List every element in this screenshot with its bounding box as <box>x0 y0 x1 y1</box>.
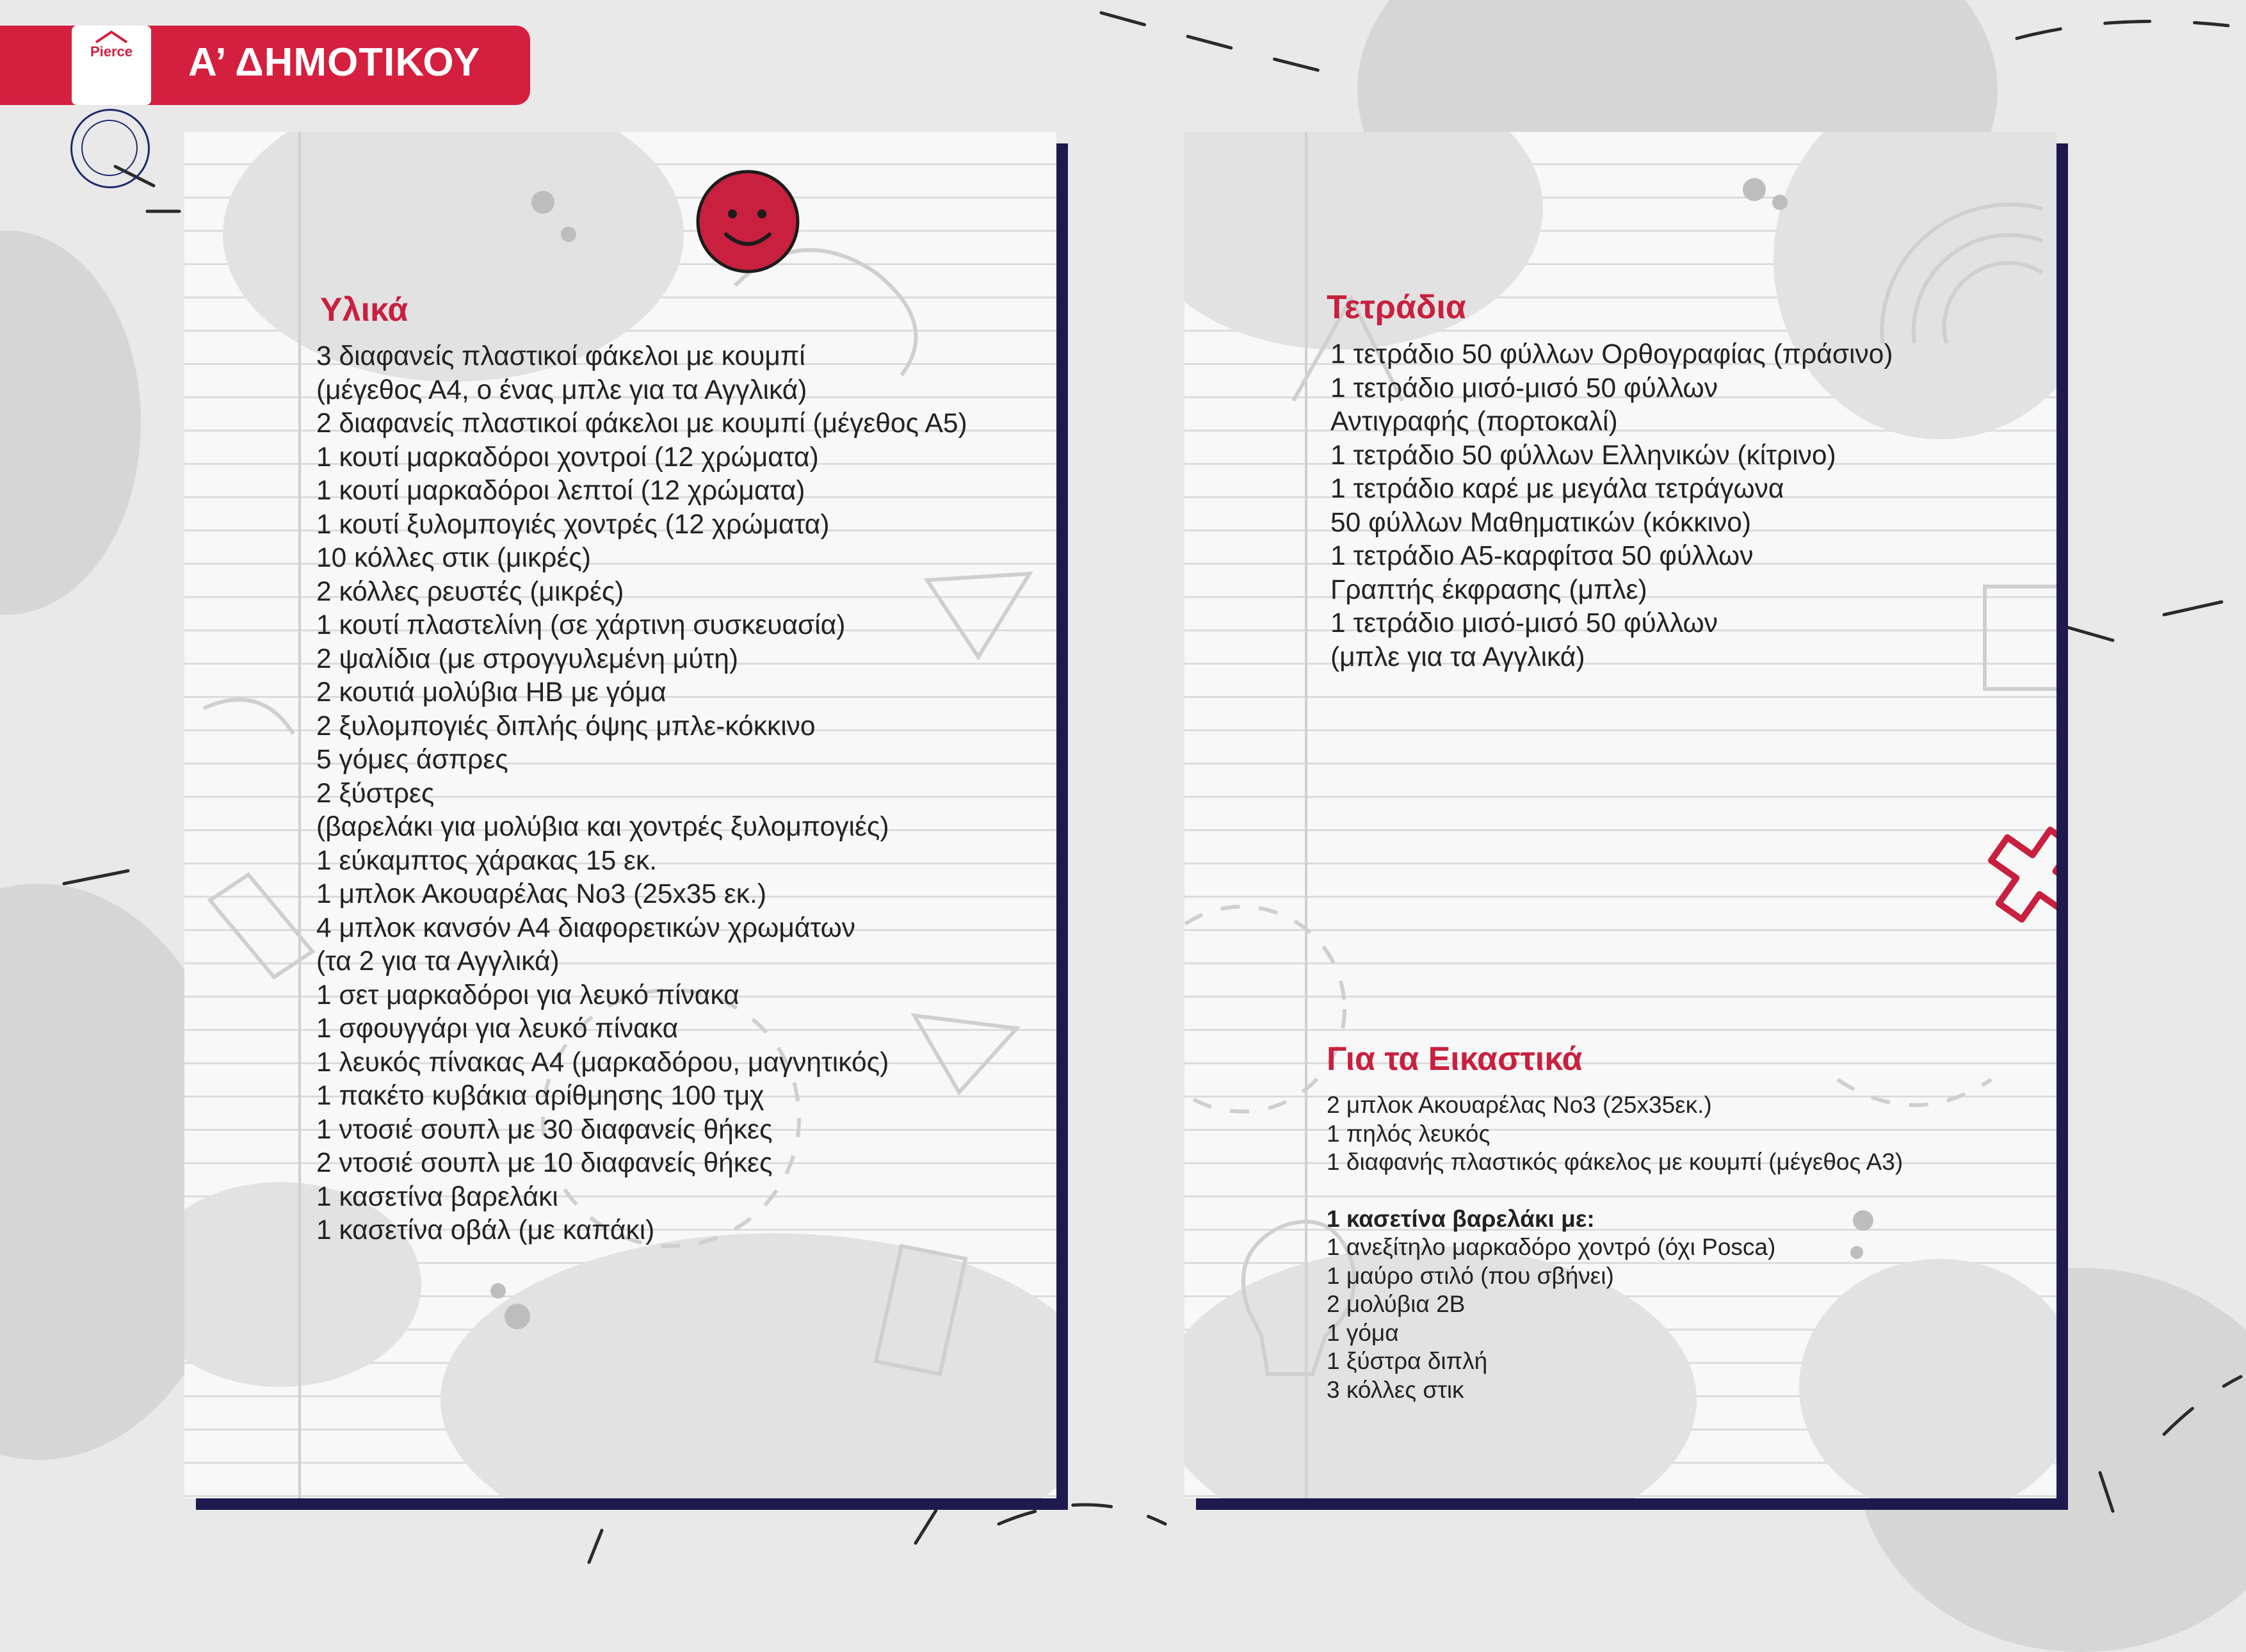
arts-list <box>1327 1091 1903 1404</box>
list-item: 1 τετράδιο μισό-μισό 50 φύλλων <box>1330 373 1718 403</box>
list-item: 1 διαφανής πλαστικός φάκελος με κουμπί (μέγεθος Α3) <box>1327 1149 1903 1175</box>
paper-margin-line <box>1305 132 1307 1498</box>
arts-title: Για τα Εικαστικά <box>1327 1041 1583 1078</box>
smiley-face-icon <box>690 164 805 279</box>
page-title: Α’ ΔΗΜΟΤΙΚΟΥ <box>188 40 481 85</box>
list-item: 1 πηλός λευκός <box>1327 1120 1491 1147</box>
list-item: 1 τετράδιο καρέ με μεγάλα τετράγωνα <box>1330 474 1784 504</box>
list-item: 10 κόλλες στικ (μικρές) <box>316 543 591 573</box>
list-item: Αντιγραφής (πορτοκαλί) <box>1330 407 1618 437</box>
materials-list <box>316 340 967 1248</box>
list-item: (βαρελάκι για μολύβια και χοντρές ξυλομπογιές) <box>316 812 889 842</box>
list-item: (τα 2 για τα Αγγλικά) <box>316 946 560 976</box>
list-item: 1 κασετίνα βαρελάκι <box>316 1181 558 1212</box>
list-item: 1 ξύστρα διπλή <box>1327 1348 1488 1374</box>
notebooks-panel <box>1184 132 2056 1498</box>
list-item: 1 μπλοκ Ακουαρέλας Νο3 (25x35 εκ.) <box>316 879 767 909</box>
seal-inner-ring <box>81 120 138 176</box>
list-item: 2 διαφανείς πλαστικοί φάκελοι με κουμπί (μέγεθος Α5) <box>316 409 967 439</box>
list-item: 1 κουτί πλαστελίνη (σε χάρτινη συσκευασία) <box>316 610 846 640</box>
list-item: 2 ξυλομπογιές διπλής όψης μπλε-κόκκινο <box>316 711 816 741</box>
list-item: 1 κασετίνα οβάλ (με καπάκι) <box>316 1215 655 1245</box>
list-item: 1 γόμα <box>1327 1319 1399 1346</box>
list-item: 1 λευκός πίνακας Α4 (μαρκαδόρου, μαγνητικός) <box>316 1047 889 1078</box>
list-item: 1 τετράδιο 50 φύλλων Ορθογραφίας (πράσινο) <box>1330 339 1893 369</box>
materials-panel <box>184 132 1056 1498</box>
house-roof-icon <box>93 29 129 44</box>
list-item: 1 κουτί ξυλομπογιές χοντρές (12 χρώματα) <box>316 509 830 540</box>
list-item: 1 ντοσιέ σουπλ με 30 διαφανείς θήκες <box>316 1114 773 1145</box>
list-item: 1 τετράδιο 50 φύλλων Ελληνικών (κίτρινο) <box>1330 440 1836 471</box>
list-item: 3 διαφανείς πλαστικοί φάκελοι με κουμπί <box>316 341 805 371</box>
list-item: 4 μπλοκ κανσόν Α4 διαφορετικών χρωμάτων <box>316 912 856 943</box>
list-item: 2 μπλοκ Ακουαρέλας Νο3 (25x35εκ.) <box>1327 1092 1712 1118</box>
list-item: (μέγεθος Α4, ο ένας μπλε για τα Αγγλικά) <box>316 375 807 405</box>
list-item: 2 κόλλες ρευστές (μικρές) <box>316 576 624 607</box>
list-item: 1 σφουγγάρι για λευκό πίνακα <box>316 1014 679 1044</box>
list-item: 1 εύκαμπτος χάρακας 15 εκ. <box>316 845 658 876</box>
list-item: (μπλε για τα Αγγλικά) <box>1330 642 1585 672</box>
college-seal-icon <box>70 109 150 188</box>
list-item: 2 ξύστρες <box>316 778 435 809</box>
list-item: 1 κουτί μαρκαδόροι λεπτοί (12 χρώματα) <box>316 476 805 506</box>
list-item: Γραπτής έκφρασης (μπλε) <box>1330 574 1647 605</box>
list-item: 2 ντοσιέ σουπλ με 10 διαφανείς θήκες <box>316 1148 773 1178</box>
list-item: 1 μαύρο στιλό (που σβήνει) <box>1327 1262 1614 1289</box>
list-item: 1 τετράδιο Α5-καρφίτσα 50 φύλλων <box>1330 541 1754 571</box>
list-item: 2 κουτιά μολύβια ΗΒ με γόμα <box>316 677 667 708</box>
logo-text: Pierce <box>90 44 133 60</box>
list-item: 5 γόμες άσπρες <box>316 745 508 775</box>
list-item: 1 πακέτο κυβάκια αρίθμησης 100 τμχ <box>316 1081 764 1111</box>
pierce-logo <box>72 26 151 105</box>
list-item: 50 φύλλων Μαθηματικών (κόκκινο) <box>1330 507 1751 538</box>
red-cross-icon <box>1978 817 2056 932</box>
list-item: 3 κόλλες στικ <box>1327 1376 1464 1403</box>
notebooks-list <box>1330 338 1893 674</box>
materials-title: Υλικά <box>320 291 408 328</box>
list-item: 1 σετ μαρκαδόροι για λευκό πίνακα <box>316 980 739 1010</box>
list-item: 2 μολύβια 2Β <box>1327 1291 1466 1317</box>
paper-margin-line <box>298 132 301 1498</box>
list-item: 2 ψαλίδια (με στρογγυλεμένη μύτη) <box>316 644 739 674</box>
notebooks-title: Τετράδια <box>1327 289 1466 326</box>
list-item: 1 κουτί μαρκαδόροι χοντροί (12 χρώματα) <box>316 442 819 473</box>
list-item: 1 τετράδιο μισό-μισό 50 φύλλων <box>1330 608 1718 638</box>
case-heading: 1 κασετίνα βαρελάκι με: <box>1327 1205 1595 1232</box>
list-item: 1 ανεξίτηλο μαρκαδόρο χοντρό (όχι Posca) <box>1327 1234 1776 1260</box>
list-spacer <box>1327 1177 1903 1205</box>
